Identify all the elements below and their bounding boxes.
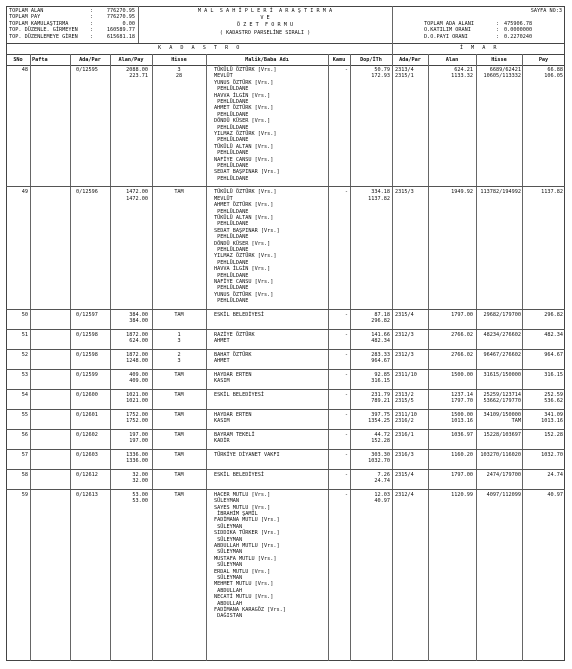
row-owner-name: MEVLÜT bbox=[214, 195, 233, 202]
summary-colon: : bbox=[90, 8, 94, 14]
row-ada-parsel: 0/12595 bbox=[76, 67, 98, 73]
row-owner-name: SÜLEYMAN bbox=[214, 498, 239, 505]
row-imar-hisse: 31615/150000 bbox=[483, 371, 521, 378]
row-imar-hisse: 48234/276602 bbox=[483, 331, 521, 338]
row-owner-name: ESKİL BELEDİYESİ bbox=[214, 391, 264, 398]
row-imar-ada-parsel: 2316/3 bbox=[395, 451, 414, 458]
row-owner-name: PEHLÜLDANE bbox=[214, 163, 249, 169]
row-kamu: - bbox=[344, 451, 348, 458]
row-owner-name: ESKİL BELEDİYESİ bbox=[214, 311, 264, 318]
row-separator bbox=[6, 449, 565, 450]
row-alan-pay: 384.00 bbox=[129, 318, 148, 325]
row-dop-ith: 40.97 bbox=[374, 498, 390, 505]
column-header-separator bbox=[6, 65, 565, 66]
row-owner-name: PEHLÜLDANE bbox=[214, 99, 249, 105]
header-separator bbox=[6, 43, 565, 44]
row-sno: 53 bbox=[21, 371, 28, 378]
row-separator bbox=[6, 389, 565, 390]
row-kamu: - bbox=[344, 351, 348, 358]
row-owner-name: SÜLEYMAN bbox=[214, 575, 243, 581]
row-owner-name: PEHLÜLDANE bbox=[214, 298, 249, 305]
row-dop-ith: 172.93 bbox=[371, 73, 390, 80]
row-alan-pay: 1021.00 bbox=[126, 398, 148, 405]
row-alan-pay: 1472.00 bbox=[126, 195, 148, 202]
row-owner-name: YUNUS ÖZTÜRK [Vrs.] bbox=[214, 291, 274, 298]
row-owner-name: SIDDIKA TÜRKER [Vrs.] bbox=[214, 530, 280, 537]
row-owner-name: HAVVA İLGİN [Vrs.] bbox=[214, 266, 271, 273]
row-owner-name: SÜLEYMAN bbox=[214, 562, 243, 569]
report-title-line: Ö Z E T F O R M U bbox=[236, 22, 294, 29]
row-imar-pay: 1032.70 bbox=[541, 451, 563, 458]
row-separator bbox=[6, 489, 565, 490]
row-owner-name: PEHLÜLDANE bbox=[214, 150, 249, 157]
column-header: Alan bbox=[445, 57, 459, 63]
row-alan-pay: 1752.00 bbox=[126, 418, 148, 425]
row-dop-ith: 7.26 bbox=[377, 471, 390, 478]
row-imar-pay: 66.88 bbox=[547, 67, 563, 73]
row-imar-hisse: 15228/103697 bbox=[483, 431, 521, 438]
row-alan-pay: 1021.00 bbox=[126, 391, 148, 398]
row-hisse: 3 bbox=[177, 358, 181, 365]
row-imar-hisse: 113782/194992 bbox=[480, 189, 521, 196]
row-owner-name: KASIM bbox=[214, 418, 230, 425]
row-alan-pay: 1472.00 bbox=[126, 189, 148, 196]
row-sno: 57 bbox=[21, 451, 28, 458]
row-owner-name: DAĞISTAN bbox=[214, 613, 243, 620]
row-separator bbox=[6, 469, 565, 470]
row-owner-name: TÜKÜLÜ ALTAN [Vrs.] bbox=[214, 143, 274, 150]
summary-value: 776270.95 bbox=[106, 14, 135, 21]
section-imar: İ M A R bbox=[459, 45, 498, 51]
summary-colon: : bbox=[90, 14, 94, 21]
row-dop-ith: 1032.70 bbox=[368, 458, 390, 465]
column-header: Kamu bbox=[332, 57, 346, 63]
row-owner-name: BAYRAM TEKELİ bbox=[214, 431, 255, 438]
row-dop-ith: 789.21 bbox=[371, 398, 390, 405]
column-header: Alan/Pay bbox=[118, 57, 144, 63]
column-line bbox=[392, 54, 393, 661]
row-imar-ada-parsel: 2315/4 bbox=[395, 311, 414, 318]
summary-label: TOPLAM ALAN bbox=[9, 8, 44, 14]
row-separator bbox=[6, 309, 565, 310]
row-imar-pay: 40.97 bbox=[547, 491, 563, 498]
row-imar-alan: 2766.02 bbox=[451, 351, 473, 358]
row-sno: 48 bbox=[21, 67, 28, 73]
row-sno: 49 bbox=[21, 189, 28, 196]
column-header: Pafta bbox=[32, 57, 48, 63]
row-owner-name: PEHLÜLDANE bbox=[214, 221, 249, 228]
row-owner-name: MUSTAFA MUTLU [Vrs.] bbox=[214, 555, 277, 562]
row-alan-pay: 1248.00 bbox=[126, 358, 148, 365]
column-line bbox=[428, 54, 429, 661]
row-owner-name: NECATİ MUTLU [Vrs.] bbox=[214, 594, 274, 601]
row-dop-ith: 92.85 bbox=[374, 371, 390, 378]
row-hisse: TAM bbox=[174, 451, 184, 458]
row-ada-parsel: 0/12600 bbox=[76, 391, 98, 398]
row-separator bbox=[6, 409, 565, 410]
row-alan-pay: 32.00 bbox=[132, 471, 148, 478]
row-alan-pay: 2088.00 bbox=[126, 67, 148, 73]
row-hisse: TAM bbox=[174, 311, 184, 318]
row-sno: 51 bbox=[21, 331, 28, 338]
row-imar-ada-parsel: 2315/3 bbox=[395, 189, 414, 196]
row-alan-pay: 1336.00 bbox=[126, 458, 148, 465]
row-owner-name: İBRAHİM ŞAMİL bbox=[214, 511, 258, 517]
report-title-line: V E bbox=[260, 15, 270, 22]
row-imar-alan: 1797.00 bbox=[451, 311, 473, 318]
row-owner-name: PEHLÜLDANE bbox=[214, 137, 249, 144]
column-line bbox=[70, 54, 71, 661]
summary-colon: : bbox=[90, 33, 94, 40]
row-imar-pay: 536.62 bbox=[544, 398, 563, 405]
row-owner-name: PEHLÜLDANE bbox=[214, 111, 249, 118]
row-sno: 55 bbox=[21, 411, 28, 418]
row-hisse: 2 bbox=[177, 351, 181, 358]
row-sno: 54 bbox=[21, 391, 28, 398]
summary-value: 0.2270240 bbox=[504, 33, 533, 40]
report-title-line: ( KADASTRO PARSELİNE SIRALI ) bbox=[219, 29, 311, 36]
row-owner-name: PEHLÜLDANE bbox=[214, 175, 249, 182]
row-owner-name: FADİMANA KARAGÖZ [Vrs.] bbox=[214, 607, 286, 613]
row-hisse: 1 bbox=[177, 331, 181, 338]
row-imar-alan: 1133.32 bbox=[451, 73, 473, 80]
row-ada-parsel: 0/12598 bbox=[76, 351, 98, 358]
row-dop-ith: 964.67 bbox=[371, 358, 390, 365]
row-owner-name: AHMET ÖZTÜRK [Vrs.] bbox=[214, 105, 274, 112]
row-imar-ada-parsel: 2315/4 bbox=[395, 471, 414, 478]
row-kamu: - bbox=[344, 371, 348, 378]
row-owner-name: PEHLÜLDANE bbox=[214, 259, 249, 266]
row-alan-pay: 53.00 bbox=[132, 491, 148, 498]
row-owner-name: AHMET ÖZTÜRK [Vrs.] bbox=[214, 202, 274, 209]
row-imar-hisse: 25259/123714 bbox=[483, 391, 521, 398]
row-dop-ith: 87.18 bbox=[374, 311, 390, 318]
row-alan-pay: 1752.00 bbox=[126, 411, 148, 418]
row-owner-name: PEHLÜLDANE bbox=[214, 208, 249, 215]
column-header: Malik/Baba Adı bbox=[245, 57, 289, 63]
row-dop-ith: 482.34 bbox=[371, 338, 390, 345]
column-header: Pay bbox=[538, 57, 549, 63]
row-dop-ith: 24.74 bbox=[374, 478, 390, 485]
row-imar-pay: 152.28 bbox=[544, 431, 563, 438]
row-owner-name: SÜLEYMAN bbox=[214, 523, 243, 530]
row-imar-pay: 1013.16 bbox=[541, 418, 563, 425]
row-imar-alan: 1949.92 bbox=[451, 189, 473, 196]
row-imar-alan: 1500.00 bbox=[451, 411, 473, 418]
column-header: Dop/İTh bbox=[360, 57, 382, 63]
row-owner-name: HAYDAR ERTEN bbox=[214, 411, 252, 418]
row-imar-ada-parsel: 2312/3 bbox=[395, 331, 414, 338]
row-imar-alan: 1500.00 bbox=[451, 371, 473, 378]
row-alan-pay: 409.00 bbox=[129, 378, 148, 385]
row-owner-name: YUNUS ÖZTÜRK [Vrs.] bbox=[214, 79, 274, 86]
row-imar-pay: 341.09 bbox=[544, 411, 563, 418]
row-hisse: TAM bbox=[174, 431, 184, 438]
column-line bbox=[350, 54, 351, 661]
row-imar-ada-parsel: 2312/3 bbox=[395, 351, 414, 358]
column-header: Ada/Par bbox=[399, 57, 421, 63]
row-imar-pay: 296.82 bbox=[544, 311, 563, 318]
row-imar-ada-parsel: 2313/4 bbox=[395, 67, 414, 73]
row-imar-hisse: 4097/112099 bbox=[486, 491, 521, 498]
document-page bbox=[6, 6, 565, 661]
row-kamu: - bbox=[344, 411, 348, 418]
summary-label: TOPLAM PAY bbox=[9, 14, 41, 21]
row-imar-hisse: 2474/179700 bbox=[486, 471, 521, 478]
row-dop-ith: 296.82 bbox=[371, 318, 390, 325]
row-owner-name: TÜRKİYE DİYANET VAKFI bbox=[214, 451, 280, 458]
row-alan-pay: 197.00 bbox=[129, 431, 148, 438]
row-owner-name: NAFİYE CANSU [Vrs.] bbox=[214, 279, 274, 285]
row-dop-ith: 1354.25 bbox=[368, 418, 390, 425]
row-owner-name: TÜKÜLÜ ÖZTÜRK [Vrs.] bbox=[214, 67, 277, 73]
row-owner-name: SAYES MUTLU [Vrs.] bbox=[214, 504, 271, 511]
summary-label: TOP. DÜZENLE. GİRMEYEN bbox=[9, 27, 78, 34]
row-alan-pay: 384.00 bbox=[129, 311, 148, 318]
row-separator bbox=[6, 369, 565, 370]
row-imar-hisse: 6689/62421 bbox=[489, 67, 521, 73]
row-owner-name: PEHLÜLDANE bbox=[214, 86, 249, 93]
summary-value: 0.00 bbox=[122, 20, 135, 27]
row-owner-name: SÜLEYMAN bbox=[214, 536, 243, 543]
row-owner-name: KADİR bbox=[214, 438, 230, 445]
row-imar-alan: 1237.14 bbox=[451, 391, 473, 398]
row-owner-name: MEVLÜT bbox=[214, 73, 233, 80]
row-hisse: TAM bbox=[174, 391, 184, 398]
row-ada-parsel: 0/12599 bbox=[76, 371, 98, 378]
row-owner-name: DÖNDÜ KÜSER [Vrs.] bbox=[214, 240, 271, 247]
row-sno: 52 bbox=[21, 351, 28, 358]
row-imar-hisse: 53662/179770 bbox=[483, 398, 521, 405]
row-sno: 56 bbox=[21, 431, 28, 438]
row-hisse: 3 bbox=[177, 338, 181, 345]
row-owner-name: AHMET bbox=[214, 338, 230, 345]
row-ada-parsel: 0/12612 bbox=[76, 471, 98, 478]
row-imar-pay: 1137.82 bbox=[541, 189, 563, 196]
row-imar-ada-parsel: 2315/5 bbox=[395, 398, 414, 405]
row-alan-pay: 1872.00 bbox=[126, 331, 148, 338]
column-line bbox=[206, 54, 207, 661]
row-dop-ith: 231.79 bbox=[371, 391, 390, 398]
row-owner-name: PEHLÜLDANE bbox=[214, 234, 249, 241]
row-ada-parsel: 0/12597 bbox=[76, 311, 98, 318]
row-imar-alan: 1120.99 bbox=[451, 491, 473, 498]
row-dop-ith: 44.72 bbox=[374, 431, 390, 438]
row-hisse: 3 bbox=[177, 67, 181, 73]
column-header: SNo bbox=[13, 57, 23, 63]
row-imar-pay: 24.74 bbox=[547, 471, 563, 478]
summary-label: TOPLAM KAMULAŞTIRMA bbox=[9, 20, 69, 27]
row-dop-ith: 283.33 bbox=[371, 351, 390, 358]
section-separator bbox=[6, 54, 565, 55]
row-imar-ada-parsel: 2316/2 bbox=[395, 418, 414, 425]
row-owner-name: PEHLÜLDANE bbox=[214, 124, 249, 131]
row-alan-pay: 1336.00 bbox=[126, 451, 148, 458]
page-number: SAYFA NO:3 bbox=[530, 8, 562, 14]
row-dop-ith: 316.15 bbox=[371, 378, 390, 385]
row-owner-name: ABDULLAH MUTLU [Vrs.] bbox=[214, 543, 280, 549]
row-hisse: 28 bbox=[175, 73, 183, 80]
row-imar-pay: 106.05 bbox=[544, 73, 563, 80]
row-dop-ith: 303.30 bbox=[371, 451, 390, 458]
row-dop-ith: 141.66 bbox=[371, 331, 390, 338]
row-ada-parsel: 0/12603 bbox=[76, 451, 98, 458]
row-imar-ada-parsel: 2312/4 bbox=[395, 491, 414, 498]
row-owner-name: HACER MUTLU [Vrs.] bbox=[214, 491, 271, 498]
column-header: Ada/Par bbox=[79, 57, 101, 63]
row-owner-name: SÜLEYMAN bbox=[214, 549, 243, 556]
row-owner-name: ESKİL BELEDİYESİ bbox=[214, 471, 264, 478]
row-hisse: TAM bbox=[174, 371, 184, 378]
summary-colon: : bbox=[90, 20, 94, 27]
row-imar-hisse: 34109/150000 bbox=[483, 411, 521, 418]
row-hisse: TAM bbox=[174, 491, 184, 498]
row-ada-parsel: 0/12598 bbox=[76, 331, 98, 338]
row-alan-pay: 53.00 bbox=[132, 498, 148, 505]
row-imar-hisse: 29682/179700 bbox=[483, 311, 521, 318]
row-owner-name: YILMAZ ÖZTÜRK [Vrs.] bbox=[214, 131, 277, 137]
row-hisse: TAM bbox=[174, 189, 184, 196]
row-imar-ada-parsel: 2315/1 bbox=[395, 73, 414, 80]
row-owner-name: HAVVA İLGİN [Vrs.] bbox=[214, 92, 271, 99]
row-imar-alan: 2766.02 bbox=[451, 331, 473, 338]
row-imar-ada-parsel: 2311/10 bbox=[395, 411, 417, 418]
row-imar-hisse: TAM bbox=[511, 418, 521, 425]
row-imar-hisse: 10605/113332 bbox=[483, 73, 521, 80]
row-dop-ith: 50.79 bbox=[374, 67, 390, 73]
row-kamu: - bbox=[344, 431, 348, 438]
row-imar-alan: 1797.70 bbox=[451, 398, 473, 405]
summary-colon: : bbox=[496, 27, 500, 34]
row-ada-parsel: 0/12613 bbox=[76, 491, 98, 498]
row-dop-ith: 12.03 bbox=[374, 491, 390, 498]
row-dop-ith: 1137.82 bbox=[368, 195, 390, 202]
row-imar-alan: 1797.00 bbox=[451, 471, 473, 478]
summary-label: TOP. DÜZENLEMEYE GİREN bbox=[9, 33, 78, 40]
row-ada-parsel: 0/12596 bbox=[76, 189, 98, 196]
row-dop-ith: 334.18 bbox=[371, 189, 390, 196]
row-imar-alan: 1013.16 bbox=[451, 418, 473, 425]
row-owner-name: TÜKÜLÜ ÖZTÜRK [Vrs.] bbox=[214, 189, 277, 196]
row-imar-ada-parsel: 2316/1 bbox=[395, 431, 414, 438]
row-owner-name: PEHLÜLDANE bbox=[214, 285, 249, 292]
row-sno: 58 bbox=[21, 471, 28, 478]
row-owner-name: AHMET bbox=[214, 358, 230, 365]
row-owner-name: YILMAZ ÖZTÜRK [Vrs.] bbox=[214, 253, 277, 260]
summary-label: TOPLAM ADA ALANI bbox=[424, 21, 474, 27]
column-line bbox=[328, 54, 329, 661]
row-kamu: - bbox=[344, 189, 348, 196]
summary-value: 160589.77 bbox=[106, 27, 135, 34]
row-owner-name: TÜKÜLÜ ALTAN [Vrs.] bbox=[214, 215, 274, 221]
row-separator bbox=[6, 429, 565, 430]
row-alan-pay: 223.71 bbox=[129, 73, 148, 80]
row-owner-name: RAZİYE ÖZTÜRK bbox=[214, 331, 255, 338]
row-owner-name: SEDAT BAŞPINAR [Vrs.] bbox=[214, 227, 280, 234]
row-kamu: - bbox=[344, 491, 348, 498]
row-alan-pay: 32.00 bbox=[132, 478, 148, 485]
row-imar-pay: 964.67 bbox=[544, 351, 563, 358]
row-owner-name: NAFİYE CANSU [Vrs.] bbox=[214, 156, 274, 163]
section-kadastro: K A D A S T R O bbox=[158, 45, 240, 51]
summary-label: O.KATILIM ORANI bbox=[424, 27, 471, 34]
row-imar-ada-parsel: 2313/2 bbox=[395, 391, 414, 398]
row-owner-name: ERDAL MUTLU [Vrs.] bbox=[214, 568, 271, 575]
row-hisse: TAM bbox=[174, 471, 184, 478]
row-owner-name: BAHAT ÖZTÜRK bbox=[214, 351, 252, 358]
column-header: Hisse bbox=[171, 57, 187, 63]
row-owner-name: ABDULLAH bbox=[214, 587, 243, 594]
summary-value: 615681.18 bbox=[106, 33, 135, 40]
row-owner-name: FADİMANA MUTLU [Vrs.] bbox=[214, 517, 280, 524]
row-alan-pay: 624.00 bbox=[129, 338, 148, 345]
header-divider-left bbox=[138, 6, 139, 43]
summary-colon: : bbox=[496, 33, 500, 40]
row-dop-ith: 397.75 bbox=[371, 411, 390, 418]
summary-value: 0.0000000 bbox=[504, 27, 533, 34]
row-kamu: - bbox=[344, 331, 348, 338]
column-line bbox=[30, 54, 31, 661]
row-owner-name: KASIM bbox=[214, 378, 230, 385]
row-imar-ada-parsel: 2311/10 bbox=[395, 371, 417, 378]
column-line bbox=[110, 54, 111, 661]
row-kamu: - bbox=[344, 311, 348, 318]
row-hisse: TAM bbox=[174, 411, 184, 418]
row-imar-alan: 624.21 bbox=[454, 67, 473, 73]
summary-colon: : bbox=[90, 27, 94, 34]
report-title-line: M A L S A H İ P L E R İ A R A Ş T I R M A bbox=[197, 8, 333, 14]
row-owner-name: PEHLÜLDANE bbox=[214, 272, 249, 279]
row-ada-parsel: 0/12602 bbox=[76, 431, 98, 438]
row-alan-pay: 197.00 bbox=[129, 438, 148, 445]
row-imar-alan: 1036.97 bbox=[451, 431, 473, 438]
row-imar-alan: 1160.20 bbox=[451, 451, 473, 458]
summary-colon: : bbox=[496, 21, 500, 27]
row-imar-pay: 482.34 bbox=[544, 331, 563, 338]
row-owner-name: MEHMET MUTLU [Vrs.] bbox=[214, 581, 274, 588]
row-imar-hisse: 103270/116020 bbox=[480, 451, 521, 458]
row-alan-pay: 1872.00 bbox=[126, 351, 148, 358]
row-kamu: - bbox=[344, 67, 348, 73]
row-separator bbox=[6, 329, 565, 330]
row-separator bbox=[6, 186, 565, 187]
summary-value: 776270.95 bbox=[106, 8, 135, 14]
column-header: Hisse bbox=[491, 57, 507, 63]
row-owner-name: ABDULLAH bbox=[214, 600, 243, 607]
row-ada-parsel: 0/12601 bbox=[76, 411, 98, 418]
row-imar-hisse: 96467/276602 bbox=[483, 351, 521, 358]
row-sno: 50 bbox=[21, 311, 28, 318]
row-kamu: - bbox=[344, 471, 348, 478]
row-dop-ith: 152.28 bbox=[371, 438, 390, 445]
row-owner-name: PEHLÜLDANE bbox=[214, 247, 249, 253]
row-kamu: - bbox=[344, 391, 348, 398]
row-imar-pay: 252.59 bbox=[544, 391, 563, 398]
row-owner-name: HAYDAR ERTEN bbox=[214, 371, 252, 378]
header-divider-right bbox=[392, 6, 393, 43]
row-separator bbox=[6, 349, 565, 350]
row-imar-pay: 316.15 bbox=[544, 371, 563, 378]
summary-value: 475906.78 bbox=[504, 21, 533, 27]
summary-label: D.O.PAYI ORANI bbox=[424, 33, 468, 40]
row-sno: 59 bbox=[21, 491, 28, 498]
row-owner-name: SEDAT BAŞPINAR [Vrs.] bbox=[214, 169, 280, 176]
row-alan-pay: 409.00 bbox=[129, 371, 148, 378]
row-owner-name: DÖNDÜ KÜSER [Vrs.] bbox=[214, 118, 271, 125]
